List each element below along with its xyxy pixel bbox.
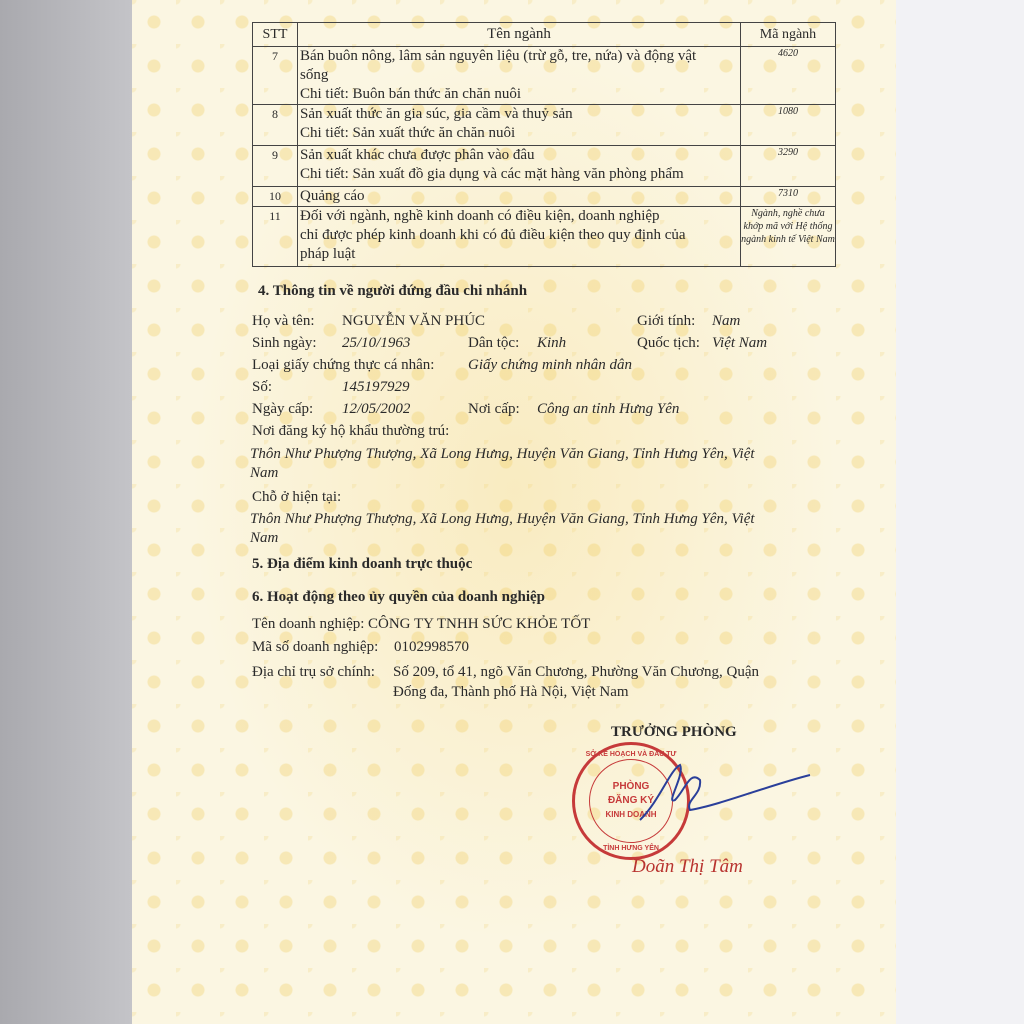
label: Mã số doanh nghiệp: xyxy=(252,639,379,655)
line: Bán buôn nông, lâm sản nguyên liệu (trừ gỗ, tre, nứa) và động vật xyxy=(300,48,697,64)
cell-stt: 10 xyxy=(253,187,298,207)
company-name: CÔNG TY TNHH SỨC KHỎE TỐT xyxy=(368,616,591,632)
tax-code: 0102998570 xyxy=(394,639,469,655)
ethnic: Kinh xyxy=(537,335,567,351)
line: Chi tiết: Sản xuất thức ăn chăn nuôi xyxy=(300,125,516,141)
label: Ngày cấp: xyxy=(252,401,314,417)
section-5-title: 5. Địa điểm kinh doanh trực thuộc xyxy=(252,556,473,572)
gender: Nam xyxy=(712,313,741,329)
cell-code: 4620 xyxy=(741,47,836,105)
stamp-line: PHÒNG xyxy=(612,781,650,792)
label: Loại giấy chứng thực cá nhân: xyxy=(252,357,435,373)
label: Nơi cấp: xyxy=(468,401,520,417)
line: Sản xuất khác chưa được phân vào đâu xyxy=(300,147,535,163)
header-name: Tên ngành xyxy=(298,23,741,47)
line: Chi tiết: Buôn bán thức ăn chăn nuôi xyxy=(300,86,522,102)
stamp-text-bottom: TỈNH HƯNG YÊN xyxy=(603,845,659,852)
label: Giới tính: xyxy=(637,313,696,329)
id-type: Giấy chứng minh nhân dân xyxy=(468,357,632,373)
line: Quảng cáo xyxy=(300,188,365,204)
nationality: Việt Nam xyxy=(712,335,768,351)
table-row xyxy=(253,146,836,187)
header-stt: STT xyxy=(253,23,298,47)
cell-name xyxy=(298,47,741,105)
cell-code: 7310 xyxy=(741,187,836,207)
stamp-line: ĐĂNG KÝ xyxy=(607,795,655,806)
line: pháp luật xyxy=(300,246,356,262)
label: Số: xyxy=(252,379,273,395)
label: Dân tộc: xyxy=(468,335,520,351)
label: Địa chỉ trụ sở chính: xyxy=(252,664,375,680)
cell-name xyxy=(298,105,741,146)
cell-code: Ngành, nghề chưa khớp mã với Hệ thống ngành kinh tế Việt Nam xyxy=(741,207,836,267)
line: chỉ được phép kinh doanh khi có đủ điều kiện theo quy định của xyxy=(300,227,686,243)
table-row xyxy=(253,47,836,105)
line: Sản xuất thức ăn gia súc, gia cầm và thuỷ sản xyxy=(300,106,573,122)
stamp-line: KINH DOANH xyxy=(605,810,657,819)
line: Đối với ngành, nghề kinh doanh có điều kiện, doanh nghiệp xyxy=(300,208,660,224)
issue-place: Công an tỉnh Hưng Yên xyxy=(537,401,680,417)
id-number: 145197929 xyxy=(342,379,410,395)
cell-code: 3290 xyxy=(741,146,836,187)
business-lines-table xyxy=(252,22,836,267)
stamp-text-top: SỞ KẾ HOẠCH VÀ ĐẦU TƯ xyxy=(585,751,677,758)
head-office-address: Số 209, tổ 41, ngõ Văn Chương, Phường Văn Chương, Quận xyxy=(393,664,759,680)
table-header xyxy=(253,23,836,47)
cell-name xyxy=(298,187,741,207)
issue-date: 12/05/2002 xyxy=(342,401,411,417)
label: Quốc tịch: xyxy=(637,335,700,351)
label: Sinh ngày: xyxy=(252,335,317,351)
cell-stt: 11 xyxy=(253,207,298,267)
table-row xyxy=(253,105,836,146)
cell-name xyxy=(298,146,741,187)
label: Chỗ ở hiện tại: xyxy=(252,489,342,505)
label: Tên doanh nghiệp: xyxy=(252,616,365,632)
current-address-cont: Nam xyxy=(250,530,279,546)
label: Nơi đăng ký hộ khẩu thường trú: xyxy=(252,423,450,439)
background-surface-right xyxy=(896,0,1024,1024)
table-row xyxy=(253,187,836,207)
header-code: Mã ngành xyxy=(741,23,836,47)
person-name: NGUYỄN VĂN PHÚC xyxy=(342,313,486,329)
cell-name xyxy=(298,207,741,267)
dob: 25/10/1963 xyxy=(342,335,411,351)
cell-stt: 8 xyxy=(253,105,298,146)
background-surface xyxy=(0,0,132,1024)
section-6-title: 6. Hoạt động theo ủy quyền của doanh nghiệp xyxy=(252,589,545,605)
signer-title: TRƯỞNG PHÒNG xyxy=(611,724,737,740)
permanent-address: Thôn Như Phượng Thượng, Xã Long Hưng, Huyện Văn Giang, Tỉnh Hưng Yên, Việt xyxy=(250,446,755,462)
cell-code: 1080 xyxy=(741,105,836,146)
line: Chi tiết: Sản xuất đồ gia dụng và các mặt hàng văn phòng phẩm xyxy=(300,166,684,182)
line: sống xyxy=(300,67,329,83)
table-row xyxy=(253,207,836,267)
signature xyxy=(630,760,820,830)
signer-name: Doãn Thị Tâm xyxy=(632,856,743,877)
section-4-title: 4. Thông tin về người đứng đầu chi nhánh xyxy=(258,283,528,299)
head-office-address-cont: Đống đa, Thành phố Hà Nội, Việt Nam xyxy=(393,684,629,700)
permanent-address-cont: Nam xyxy=(250,465,279,481)
cell-stt: 9 xyxy=(253,146,298,187)
current-address: Thôn Như Phượng Thượng, Xã Long Hưng, Huyện Văn Giang, Tỉnh Hưng Yên, Việt xyxy=(250,511,755,527)
label: Họ và tên: xyxy=(252,313,315,329)
cell-stt: 7 xyxy=(253,47,298,105)
